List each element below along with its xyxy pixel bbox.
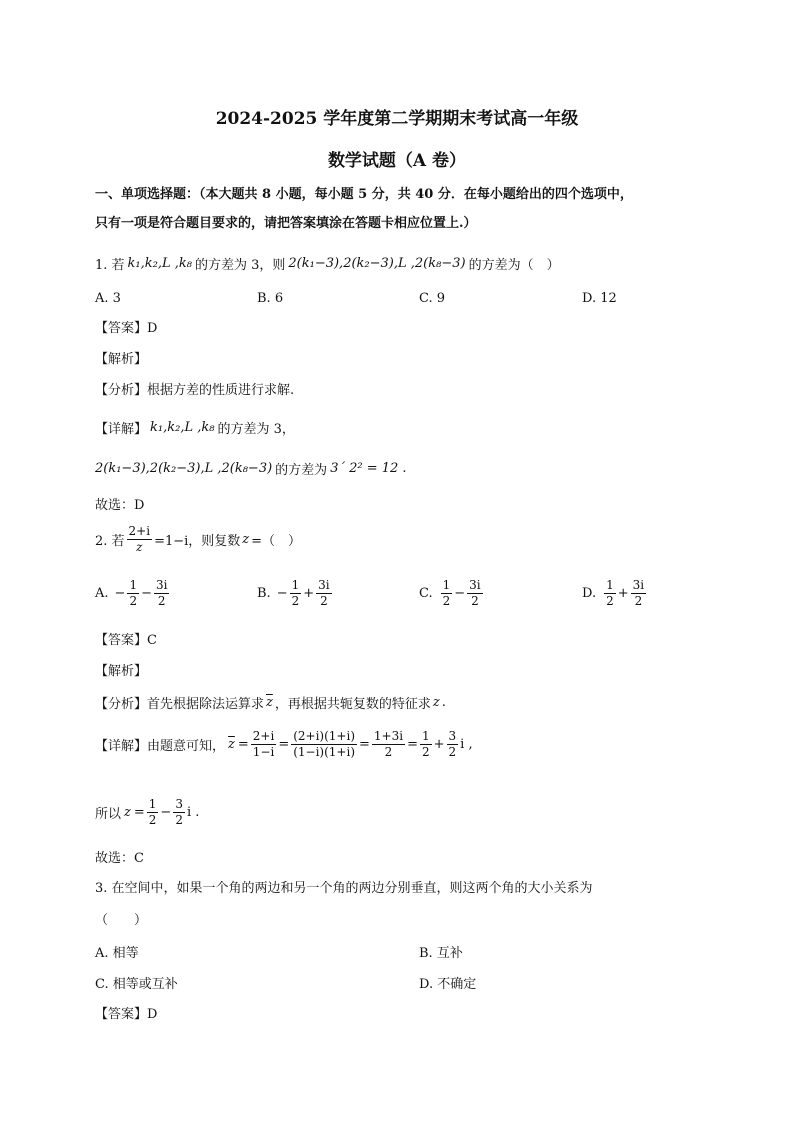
q2-analysis-text2: ，再根据共轭复数的特征求 bbox=[274, 697, 431, 712]
q2-option-d-label: D. bbox=[582, 586, 597, 601]
q1-detail-line2-sequence: 2(k₁−3),2(k₂−3),L ,2(k₈−3) bbox=[95, 461, 273, 476]
q2-detail-f5d: 2 bbox=[448, 745, 457, 759]
q2-stem bbox=[95, 524, 301, 555]
q2-detail-f4n: 1 bbox=[421, 729, 430, 743]
q2-option-a-sign: − bbox=[114, 586, 126, 601]
q2-analysis bbox=[95, 693, 446, 712]
q1-detail-line2 bbox=[95, 459, 407, 478]
q2-stem-eq: =1−i，则复数 bbox=[154, 534, 241, 549]
q2-option-a-n2: 3i bbox=[155, 578, 168, 592]
q2-conclusion-z: z bbox=[124, 805, 131, 820]
q3-option-b: B. 互补 bbox=[419, 946, 463, 961]
q2-option-d-frac1 bbox=[604, 578, 616, 609]
q2-option-a-frac1 bbox=[127, 578, 139, 609]
q2-option-d-d2: 2 bbox=[634, 594, 643, 608]
q2-answer: 【答案】C bbox=[95, 633, 157, 648]
q2-fraction bbox=[127, 524, 153, 555]
q2-option-c-n1: 1 bbox=[442, 578, 451, 592]
q2-conclusion-f2d: 2 bbox=[175, 813, 183, 827]
q2-detail-f3n: 1+3i bbox=[373, 729, 404, 743]
q2-option-d bbox=[582, 578, 648, 609]
q2-detail-frac4 bbox=[420, 729, 432, 760]
q2-option-d-d1: 2 bbox=[606, 594, 614, 608]
q1-choice: 故选：D bbox=[95, 498, 145, 513]
q3-stem-line2: （ ） bbox=[95, 913, 148, 928]
q2-option-c-frac1 bbox=[441, 578, 453, 609]
q1-option-d: D. 12 bbox=[582, 291, 617, 306]
q1-detail-sequence: k₁,k₂,L ,k₈ bbox=[150, 420, 215, 435]
q2-option-c-op: − bbox=[454, 586, 466, 601]
q2-option-d-op: + bbox=[617, 586, 629, 601]
q2-option-b-frac2 bbox=[316, 578, 331, 609]
q2-conclusion: 所以 z = $\frac{1}{2}$ − $\frac{3}{2}$ i . bbox=[95, 797, 200, 827]
q2-detail-prefix: 【详解】由题意可知， bbox=[95, 739, 226, 754]
q1-stem-mid: 的方差为 3，则 bbox=[194, 258, 286, 273]
q2-detail-f3d: 2 bbox=[384, 745, 393, 759]
q2-option-b bbox=[257, 578, 334, 609]
q2-option-d-n2: 3i bbox=[632, 578, 645, 592]
q2-option-a bbox=[95, 578, 171, 609]
q3-stem-line1: 3. 在空间中，如果一个角的两边和另一个角的两边分别垂直，则这两个角的大小关系为 bbox=[95, 881, 593, 896]
q2-analysis-text1: 【分析】首先根据除法运算求 bbox=[95, 697, 265, 712]
q2-option-a-d1: 2 bbox=[129, 594, 138, 608]
q2-conclusion-f2n: 3 bbox=[175, 797, 183, 811]
q1-answer: 【答案】D bbox=[95, 321, 158, 336]
q1-detail-prefix: 【详解】 bbox=[95, 422, 148, 437]
q2-option-b-d1: 2 bbox=[291, 594, 300, 608]
q2-detail: 【详解】由题意可知， $\overline{z}$ = $\frac{2+i}{1-i}$ = $\frac{(2+i)(1+i)}{(1-i)(1+i)}$ = $\frac{1+3i}{2}$ = $\frac{1}{2}$ + $\frac{3}{2}$ i , bbox=[95, 729, 473, 759]
exam-subtitle: 数学试题（A 卷） bbox=[327, 151, 467, 171]
q2-option-c-n2: 3i bbox=[469, 578, 481, 592]
q1-option-a: A. 3 bbox=[95, 291, 121, 306]
q2-option-c-label: C. bbox=[419, 586, 433, 601]
q2-conclusion-frac1 bbox=[147, 797, 159, 828]
q2-detail-frac1 bbox=[251, 729, 277, 760]
q1-stem-end: 的方差为（ ） bbox=[468, 258, 560, 273]
q2-fraction-denominator: z bbox=[136, 540, 143, 554]
q2-option-b-sign: − bbox=[276, 586, 288, 601]
q1-sequence: k₁,k₂,L ,k₈ bbox=[127, 256, 192, 271]
q2-detail-f5n: 3 bbox=[448, 729, 457, 743]
q1-sequence-transformed: 2(k₁−3),2(k₂−3),L ,2(k₈−3) bbox=[288, 256, 466, 271]
q2-option-b-label: B. bbox=[257, 586, 271, 601]
q1-analysis: 【分析】根据方差的性质进行求解. bbox=[95, 383, 295, 398]
q2-detail-f1n: 2+i bbox=[252, 729, 275, 743]
q2-choice: 故选：C bbox=[95, 851, 144, 866]
q2-conclusion-f1n: 1 bbox=[148, 797, 157, 811]
q2-option-a-label: A. bbox=[95, 586, 109, 601]
q2-detail-zbar: $\overline{z}$ bbox=[228, 737, 235, 752]
q2-fraction-numerator: 2+i bbox=[128, 524, 151, 538]
q2-option-a-frac2 bbox=[154, 578, 169, 609]
q2-detail-frac5 bbox=[447, 729, 459, 760]
q2-analysis-end: . bbox=[441, 695, 446, 710]
q2-option-c bbox=[419, 578, 485, 609]
q1-option-b: B. 6 bbox=[257, 291, 284, 306]
exam-title: 2024-2025 学年度第二学期期末考试高一年级 bbox=[215, 109, 579, 129]
q2-option-b-op: + bbox=[303, 586, 315, 601]
q2-analysis-zbar: $\overline{z}$ bbox=[266, 695, 273, 710]
q2-conclusion-f1d: 2 bbox=[148, 813, 157, 827]
q1-stem bbox=[95, 254, 560, 273]
q2-option-c-frac2 bbox=[467, 578, 482, 609]
q3-option-d: D. 不确定 bbox=[419, 977, 477, 992]
q1-option-c: C. 9 bbox=[419, 291, 446, 306]
q1-detail-line2-calc: 3´ 2² = 12 . bbox=[330, 461, 407, 476]
q2-option-a-n1: 1 bbox=[129, 578, 138, 592]
q2-option-b-n2: 3i bbox=[318, 578, 330, 592]
q2-detail-frac3 bbox=[372, 729, 405, 760]
q1-detail-mid: 的方差为 3， bbox=[217, 422, 295, 437]
q2-detail-f2n: (2+i)(1+i) bbox=[293, 729, 355, 743]
q1-number: 1. 若 bbox=[95, 258, 125, 273]
q2-analysis-z: z bbox=[432, 695, 440, 710]
q2-detail-frac2 bbox=[291, 729, 357, 760]
q2-option-d-n1: 1 bbox=[606, 578, 614, 592]
q2-option-a-d2: 2 bbox=[157, 594, 166, 608]
section-instructions-line1: 一、单项选择题：（本大题共 8 小题，每小题 5 分，共 40 分．在每小题给出的四个选项中， bbox=[95, 187, 633, 202]
q2-detail-f1d: 1−i bbox=[252, 745, 275, 759]
q2-number: 2. 若 bbox=[95, 534, 125, 549]
q3-answer: 【答案】D bbox=[95, 1007, 158, 1022]
q2-detail-f2d: (1−i)(1+i) bbox=[293, 745, 355, 759]
q2-variable-z: z bbox=[242, 532, 250, 547]
q2-conclusion-frac2 bbox=[173, 797, 185, 828]
q2-option-c-d1: 2 bbox=[442, 594, 451, 608]
q2-detail-tail: i , bbox=[460, 737, 473, 752]
q2-option-b-frac1 bbox=[290, 578, 302, 609]
q2-detail-f4d: 2 bbox=[421, 745, 430, 759]
q2-option-a-op: − bbox=[141, 586, 152, 601]
q1-detail bbox=[95, 418, 295, 437]
q2-analysis-heading: 【解析】 bbox=[95, 664, 148, 679]
q2-conclusion-tail: i . bbox=[186, 805, 200, 820]
q3-option-a: A. 相等 bbox=[95, 946, 139, 961]
q2-conclusion-prefix: 所以 bbox=[95, 807, 122, 822]
q1-analysis-heading: 【解析】 bbox=[95, 352, 148, 367]
q2-option-c-d2: 2 bbox=[471, 594, 479, 608]
q2-stem-end: =（ ） bbox=[251, 534, 302, 549]
q2-option-d-frac2 bbox=[631, 578, 646, 609]
q1-detail-line2-mid: 的方差为 bbox=[275, 463, 328, 478]
q2-option-b-d2: 2 bbox=[320, 594, 328, 608]
section-instructions-line2: 只有一项是符合题目要求的，请把答案填涂在答题卡相应位置上.） bbox=[95, 216, 477, 231]
q2-option-b-n1: 1 bbox=[291, 578, 300, 592]
q3-option-c: C. 相等或互补 bbox=[95, 977, 178, 992]
